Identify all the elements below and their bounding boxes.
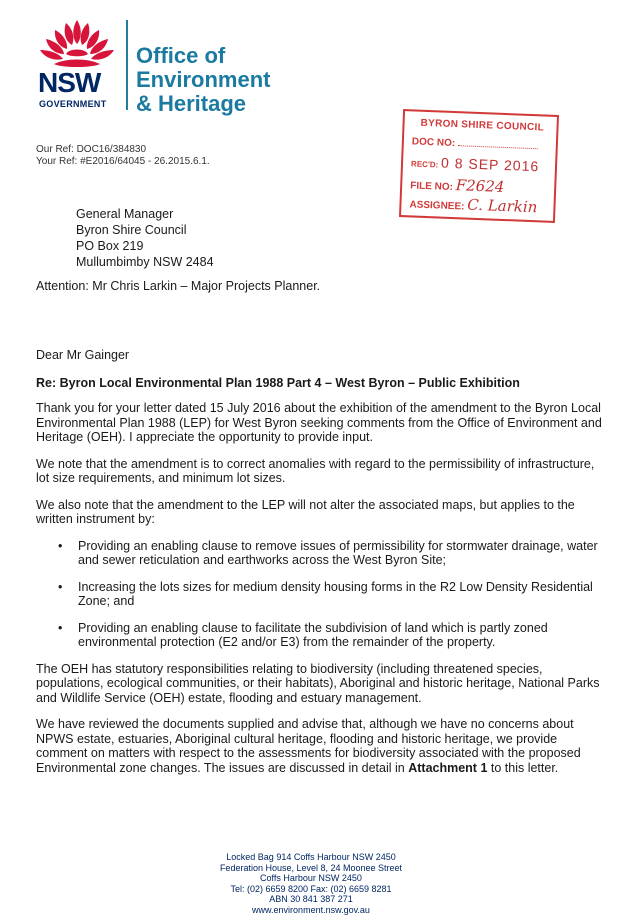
address-line-4: Mullumbimby NSW 2484 xyxy=(76,255,214,269)
address-line-2: Byron Shire Council xyxy=(76,223,187,237)
paragraph-5-start: We have reviewed the documents supplied and advise that, although we have no concerns about NPWS estate, estuaries, Aboriginal cultural heritage, flooding and historic heritage, we provide comment on matters with respect to the assessments for biodiversity associated with the proposed Environmental zone changes. The issues are discussed in detail in xyxy=(36,717,581,775)
logo-divider xyxy=(126,20,128,110)
stamp-file-no-value: F2624 xyxy=(455,176,505,196)
footer-line-3: Coffs Harbour NSW 2450 xyxy=(260,873,362,883)
agency-line-3: & Heritage xyxy=(136,91,247,116)
paragraph-4: The OEH has statutory responsibilities relating to biodiversity (including threatened species, populations, ecological communities, or their habitats), Aboriginal and historic heritage, National Parks and Wildlife Service (OEH) estate, flooding and estuary management. xyxy=(36,661,600,705)
address-line-3: PO Box 219 xyxy=(76,239,144,253)
agency-line-1: Office of xyxy=(136,43,226,68)
attachment-reference: Attachment 1 xyxy=(408,760,488,775)
bullet-icon: • xyxy=(58,620,63,635)
subject-line: Re: Byron Local Environmental Plan 1988 Part 4 – West Byron – Public Exhibition xyxy=(36,375,520,390)
stamp-council-name: BYRON SHIRE COUNCIL xyxy=(420,117,545,134)
stamp-recd-date: 0 8 SEP 2016 xyxy=(440,154,540,175)
footer-line-4: Tel: (02) 6659 8200 Fax: (02) 6659 8281 xyxy=(230,883,392,894)
government-wordmark: GOVERNMENT xyxy=(39,99,107,109)
footer-website: www.environment.nsw.gov.au xyxy=(252,904,370,915)
attention-line: Attention: Mr Chris Larkin – Major Projects Planner. xyxy=(36,279,321,293)
bullet-icon: • xyxy=(58,579,63,594)
letterhead-footer xyxy=(200,852,422,915)
references xyxy=(36,144,210,168)
stamp-doc-no-dots xyxy=(458,137,538,149)
list-item-text: Increasing the lots sizes for medium density housing forms in the R2 Low Density Residential Zone; and xyxy=(78,579,593,608)
list-item-text: Providing an enabling clause to remove issues of permissibility for stormwater drainage, water and sewer reticulation and earthworks across the West Byron Site; xyxy=(78,538,598,567)
paragraph-5-end: to this letter. xyxy=(487,760,559,775)
paragraph-3: We also note that the amendment to the LEP will not alter the associated maps, but applies to the written instrument by: xyxy=(36,497,575,526)
agency-line-2: Environment xyxy=(136,67,271,92)
stamp-recd xyxy=(411,153,540,174)
stamp-file-no xyxy=(410,174,505,196)
stamp-assignee xyxy=(409,193,538,216)
stamp-doc-no-label: DOC NO: xyxy=(411,136,456,150)
nsw-oeh-logo xyxy=(36,14,296,116)
list-item xyxy=(36,580,611,609)
footer-line-2: Federation House, Level 8, 24 Moonee Street xyxy=(219,862,403,873)
council-received-stamp xyxy=(399,109,559,223)
stamp-assignee-label: ASSIGNEE: xyxy=(409,199,465,213)
bullet-icon: • xyxy=(58,538,63,553)
footer-line-5: ABN 30 841 387 271 xyxy=(269,894,353,904)
footer-line-1: Locked Bag 914 Coffs Harbour NSW 2450 xyxy=(226,852,396,862)
nsw-wordmark: NSW xyxy=(38,67,101,98)
list-item-text: Providing an enabling clause to facilitate the subdivision of land which is partly zoned environmental protection (E2 and/or E3) from the remainder of the property. xyxy=(78,620,548,649)
amendment-list xyxy=(36,539,611,650)
agency-name xyxy=(136,44,270,116)
list-item xyxy=(36,539,611,568)
letter-body xyxy=(36,348,611,787)
recipient-address xyxy=(76,206,214,270)
waratah-icon xyxy=(36,14,118,72)
stamp-file-no-label: FILE NO: xyxy=(409,180,454,194)
stamp-recd-label: REC'D: xyxy=(410,159,439,170)
salutation: Dear Mr Gainger xyxy=(36,348,130,362)
address-line-1: General Manager xyxy=(76,207,174,221)
paragraph-5 xyxy=(36,717,611,775)
your-ref: Your Ref: #E2016/64045 - 26.2015.6.1. xyxy=(36,156,210,167)
paragraph-2: We note that the amendment is to correct anomalies with regard to the permissibility of infrastructure, lot size requirements, and minimum lot sizes. xyxy=(36,456,595,485)
list-item xyxy=(36,621,611,650)
stamp-assignee-value: C. Larkin xyxy=(466,195,538,217)
stamp-doc-no xyxy=(412,135,538,152)
our-ref: Our Ref: DOC16/384830 xyxy=(36,144,147,155)
paragraph-1: Thank you for your letter dated 15 July 2016 about the exhibition of the amendment to the Byron Local Environmental Plan 1988 (LEP) for West Byron seeking comments from the Office of Environment and Heritage (OEH). I appreciate the opportunity to provide input. xyxy=(36,401,602,444)
